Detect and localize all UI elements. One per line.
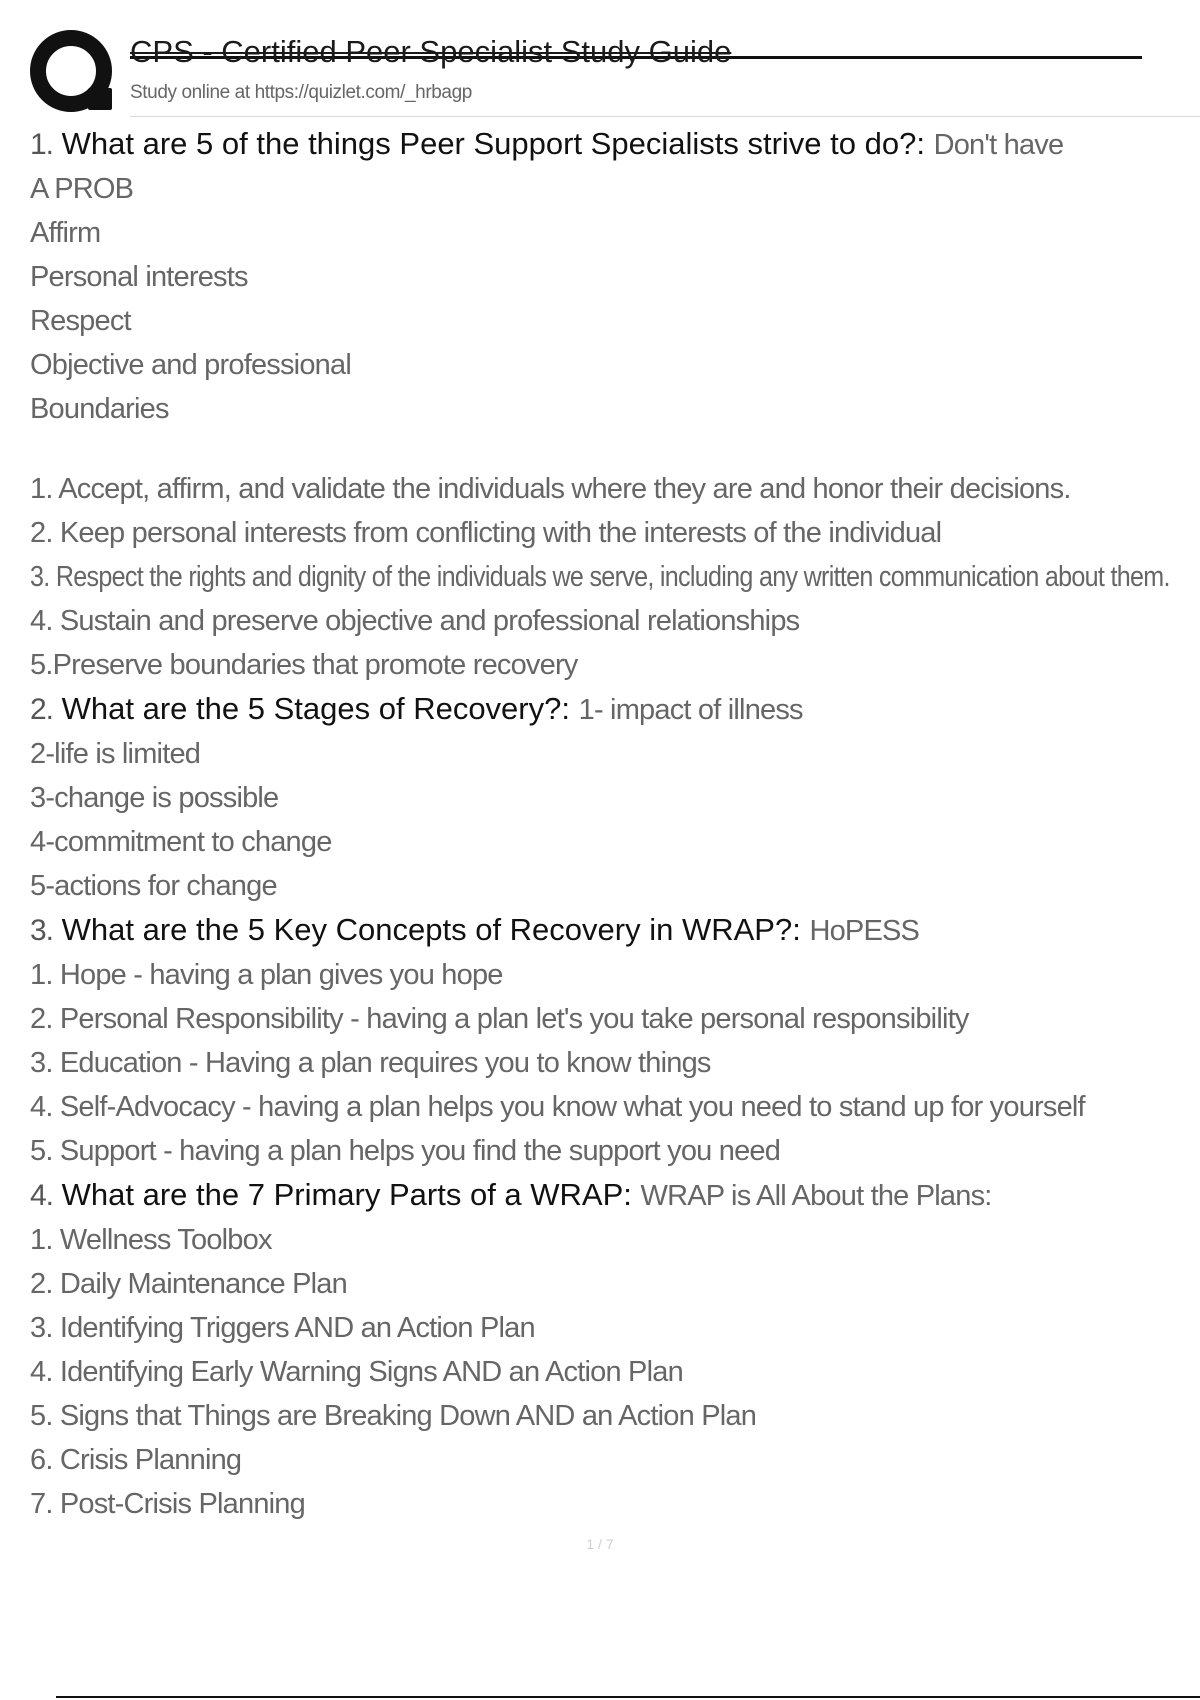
answer-line: 5.Preserve boundaries that promote recovery xyxy=(30,649,578,681)
answer-line: Personal interests xyxy=(30,261,248,293)
page-number: 1 / 7 xyxy=(586,1536,614,1552)
answer-line: 2. Keep personal interests from conflicting with the interests of the individual xyxy=(30,517,942,549)
answer-line: 3. Education - Having a plan requires you to know things xyxy=(30,1047,711,1079)
question-number: 4. xyxy=(30,1179,54,1212)
answer-line: 1. Hope - having a plan gives you hope xyxy=(30,959,503,991)
question-line xyxy=(30,687,1180,732)
answer-text: Don't have xyxy=(933,129,1064,161)
flashcard-item xyxy=(30,687,1180,908)
answer-line: 2. Personal Responsibility - having a plan let's you take personal responsibility xyxy=(30,1003,969,1035)
question-number: 3. xyxy=(30,914,54,947)
answer-line: 6. Crisis Planning xyxy=(30,1444,242,1476)
answer-line: Objective and professional xyxy=(30,349,351,381)
question-line xyxy=(30,908,1180,953)
answer-line: Boundaries xyxy=(30,393,169,425)
question-text: What are the 7 Primary Parts of a WRAP: xyxy=(61,1177,632,1212)
question-text: What are 5 of the things Peer Support Specialists strive to do?: xyxy=(61,126,925,161)
flashcard-item xyxy=(30,908,1180,1173)
answer-line: 2. Daily Maintenance Plan xyxy=(30,1268,347,1300)
question-line xyxy=(30,1173,1180,1218)
question-text: What are the 5 Key Concepts of Recovery in WRAP?: xyxy=(61,912,801,947)
answer-line: 7. Post-Crisis Planning xyxy=(30,1488,305,1520)
header-divider xyxy=(130,116,1200,117)
answer-line: 3-change is possible xyxy=(30,782,279,814)
answer-line: 4. Self-Advocacy - having a plan helps you know what you need to stand up for yourself xyxy=(30,1091,1085,1123)
answer-line: 1. Accept, affirm, and validate the individuals where they are and honor their decisions. xyxy=(30,473,1071,505)
question-number: 1. xyxy=(30,128,54,161)
study-online-link[interactable]: Study online at https://quizlet.com/_hrbagp xyxy=(130,82,472,103)
answer-text: HoPESS xyxy=(809,915,920,947)
answer-line: 1. Wellness Toolbox xyxy=(30,1224,272,1256)
answer-line: 4. Identifying Early Warning Signs AND an Action Plan xyxy=(30,1356,683,1388)
answer-line: 5-actions for change xyxy=(30,870,277,902)
answer-line: 5. Signs that Things are Breaking Down AND an Action Plan xyxy=(30,1400,757,1432)
document-title: CPS - Certified Peer Specialist Study Guide xyxy=(130,34,732,69)
answer-text: WRAP is All About the Plans: xyxy=(640,1180,992,1212)
answer-line: 5. Support - having a plan helps you find the support you need xyxy=(30,1135,781,1167)
footer-rule xyxy=(56,1696,1200,1698)
blank-line xyxy=(30,431,1180,467)
answer-line: Respect xyxy=(30,305,131,337)
answer-line: 3. Identifying Triggers AND an Action Plan xyxy=(30,1312,535,1344)
answer-line: 2-life is limited xyxy=(30,738,201,770)
answer-text: 1- impact of illness xyxy=(578,694,803,726)
question-text: What are the 5 Stages of Recovery?: xyxy=(61,691,570,726)
page-header xyxy=(30,26,1200,122)
quizlet-logo-icon xyxy=(30,30,112,112)
answer-line: 4. Sustain and preserve objective and professional relationships xyxy=(30,605,800,637)
question-number: 2. xyxy=(30,693,54,726)
flashcard-item xyxy=(30,122,1180,687)
answer-line: 3. Respect the rights and dignity of the individuals we serve, including any written communication about them. xyxy=(30,561,1170,593)
question-line xyxy=(30,122,1180,167)
flashcard-list xyxy=(30,122,1180,1526)
answer-line: 4-commitment to change xyxy=(30,826,332,858)
answer-line: Affirm xyxy=(30,217,101,249)
answer-line: A PROB xyxy=(30,173,134,205)
flashcard-item xyxy=(30,1173,1180,1526)
